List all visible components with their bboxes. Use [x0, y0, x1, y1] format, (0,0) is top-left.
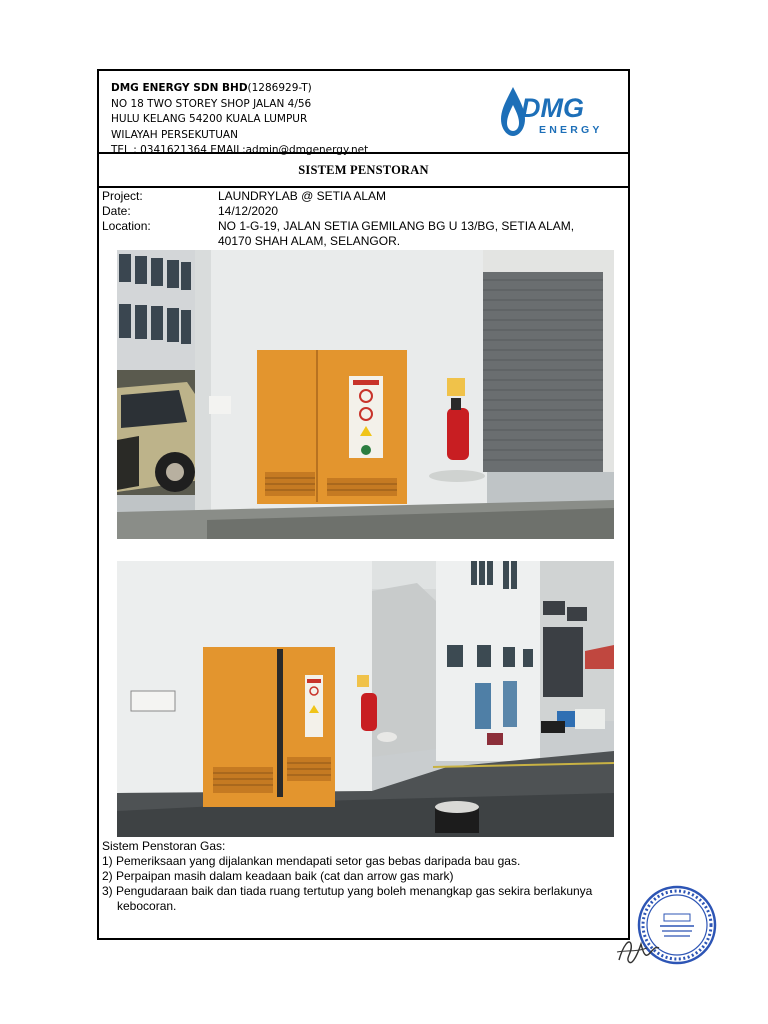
title-row [99, 154, 628, 188]
date-label: Date: [102, 204, 131, 218]
document-title: SISTEM PENSTORAN [298, 163, 429, 177]
note-item-2: 2) Perpaipan masih dalam keadaan baik (cat dan arrow gas mark) [102, 869, 454, 883]
notes-section [102, 839, 592, 914]
location-line-1: NO 1-G-19, JALAN SETIA GEMILANG BG U 13/BG, SETIA ALAM, [218, 219, 575, 233]
note-item-1: 1) Pemeriksaan yang dijalankan mendapati setor gas bebas daripada bau gas. [102, 854, 521, 868]
project-value: LAUNDRYLAB @ SETIA ALAM [218, 189, 387, 203]
company-name: DMG ENERGY SDN BHD [111, 82, 248, 94]
company-block [111, 81, 368, 159]
note-item-3-continued: kebocoran. [117, 899, 177, 913]
location-label: Location: [102, 219, 151, 233]
location-line-2: 40170 SHAH ALAM, SELANGOR. [218, 234, 401, 248]
address-line-2: HULU KELANG 54200 KUALA LUMPUR [111, 113, 308, 125]
letterhead [99, 71, 628, 154]
site-photo-1 [117, 250, 614, 539]
logo-main-text: DMG [521, 93, 584, 123]
date-value: 14/12/2020 [218, 204, 279, 218]
document-frame [97, 69, 630, 940]
site-photo-2-drawing [117, 561, 614, 837]
address-line-1: NO 18 TWO STOREY SHOP JALAN 4/56 [111, 97, 312, 110]
note-item-3: 3) Pengudaraan baik dan tiada ruang tertutup yang boleh menangkap gas sekira berlakunya [102, 884, 593, 898]
project-label: Project: [102, 189, 143, 203]
site-photo-2 [117, 561, 614, 837]
address-line-3: WILAYAH PERSEKUTUAN [111, 128, 238, 141]
contact-line: TEL : 0341621364 EMAIL:admin@dmgenergy.net [111, 144, 369, 156]
logo-sub-text: ENERGY [539, 124, 603, 136]
dmg-energy-logo [499, 83, 611, 139]
notes-heading: Sistem Penstoran Gas: [102, 839, 226, 853]
signature [613, 928, 663, 968]
site-photo-1-drawing [117, 250, 614, 539]
company-reg: (1286929-T) [247, 82, 312, 94]
